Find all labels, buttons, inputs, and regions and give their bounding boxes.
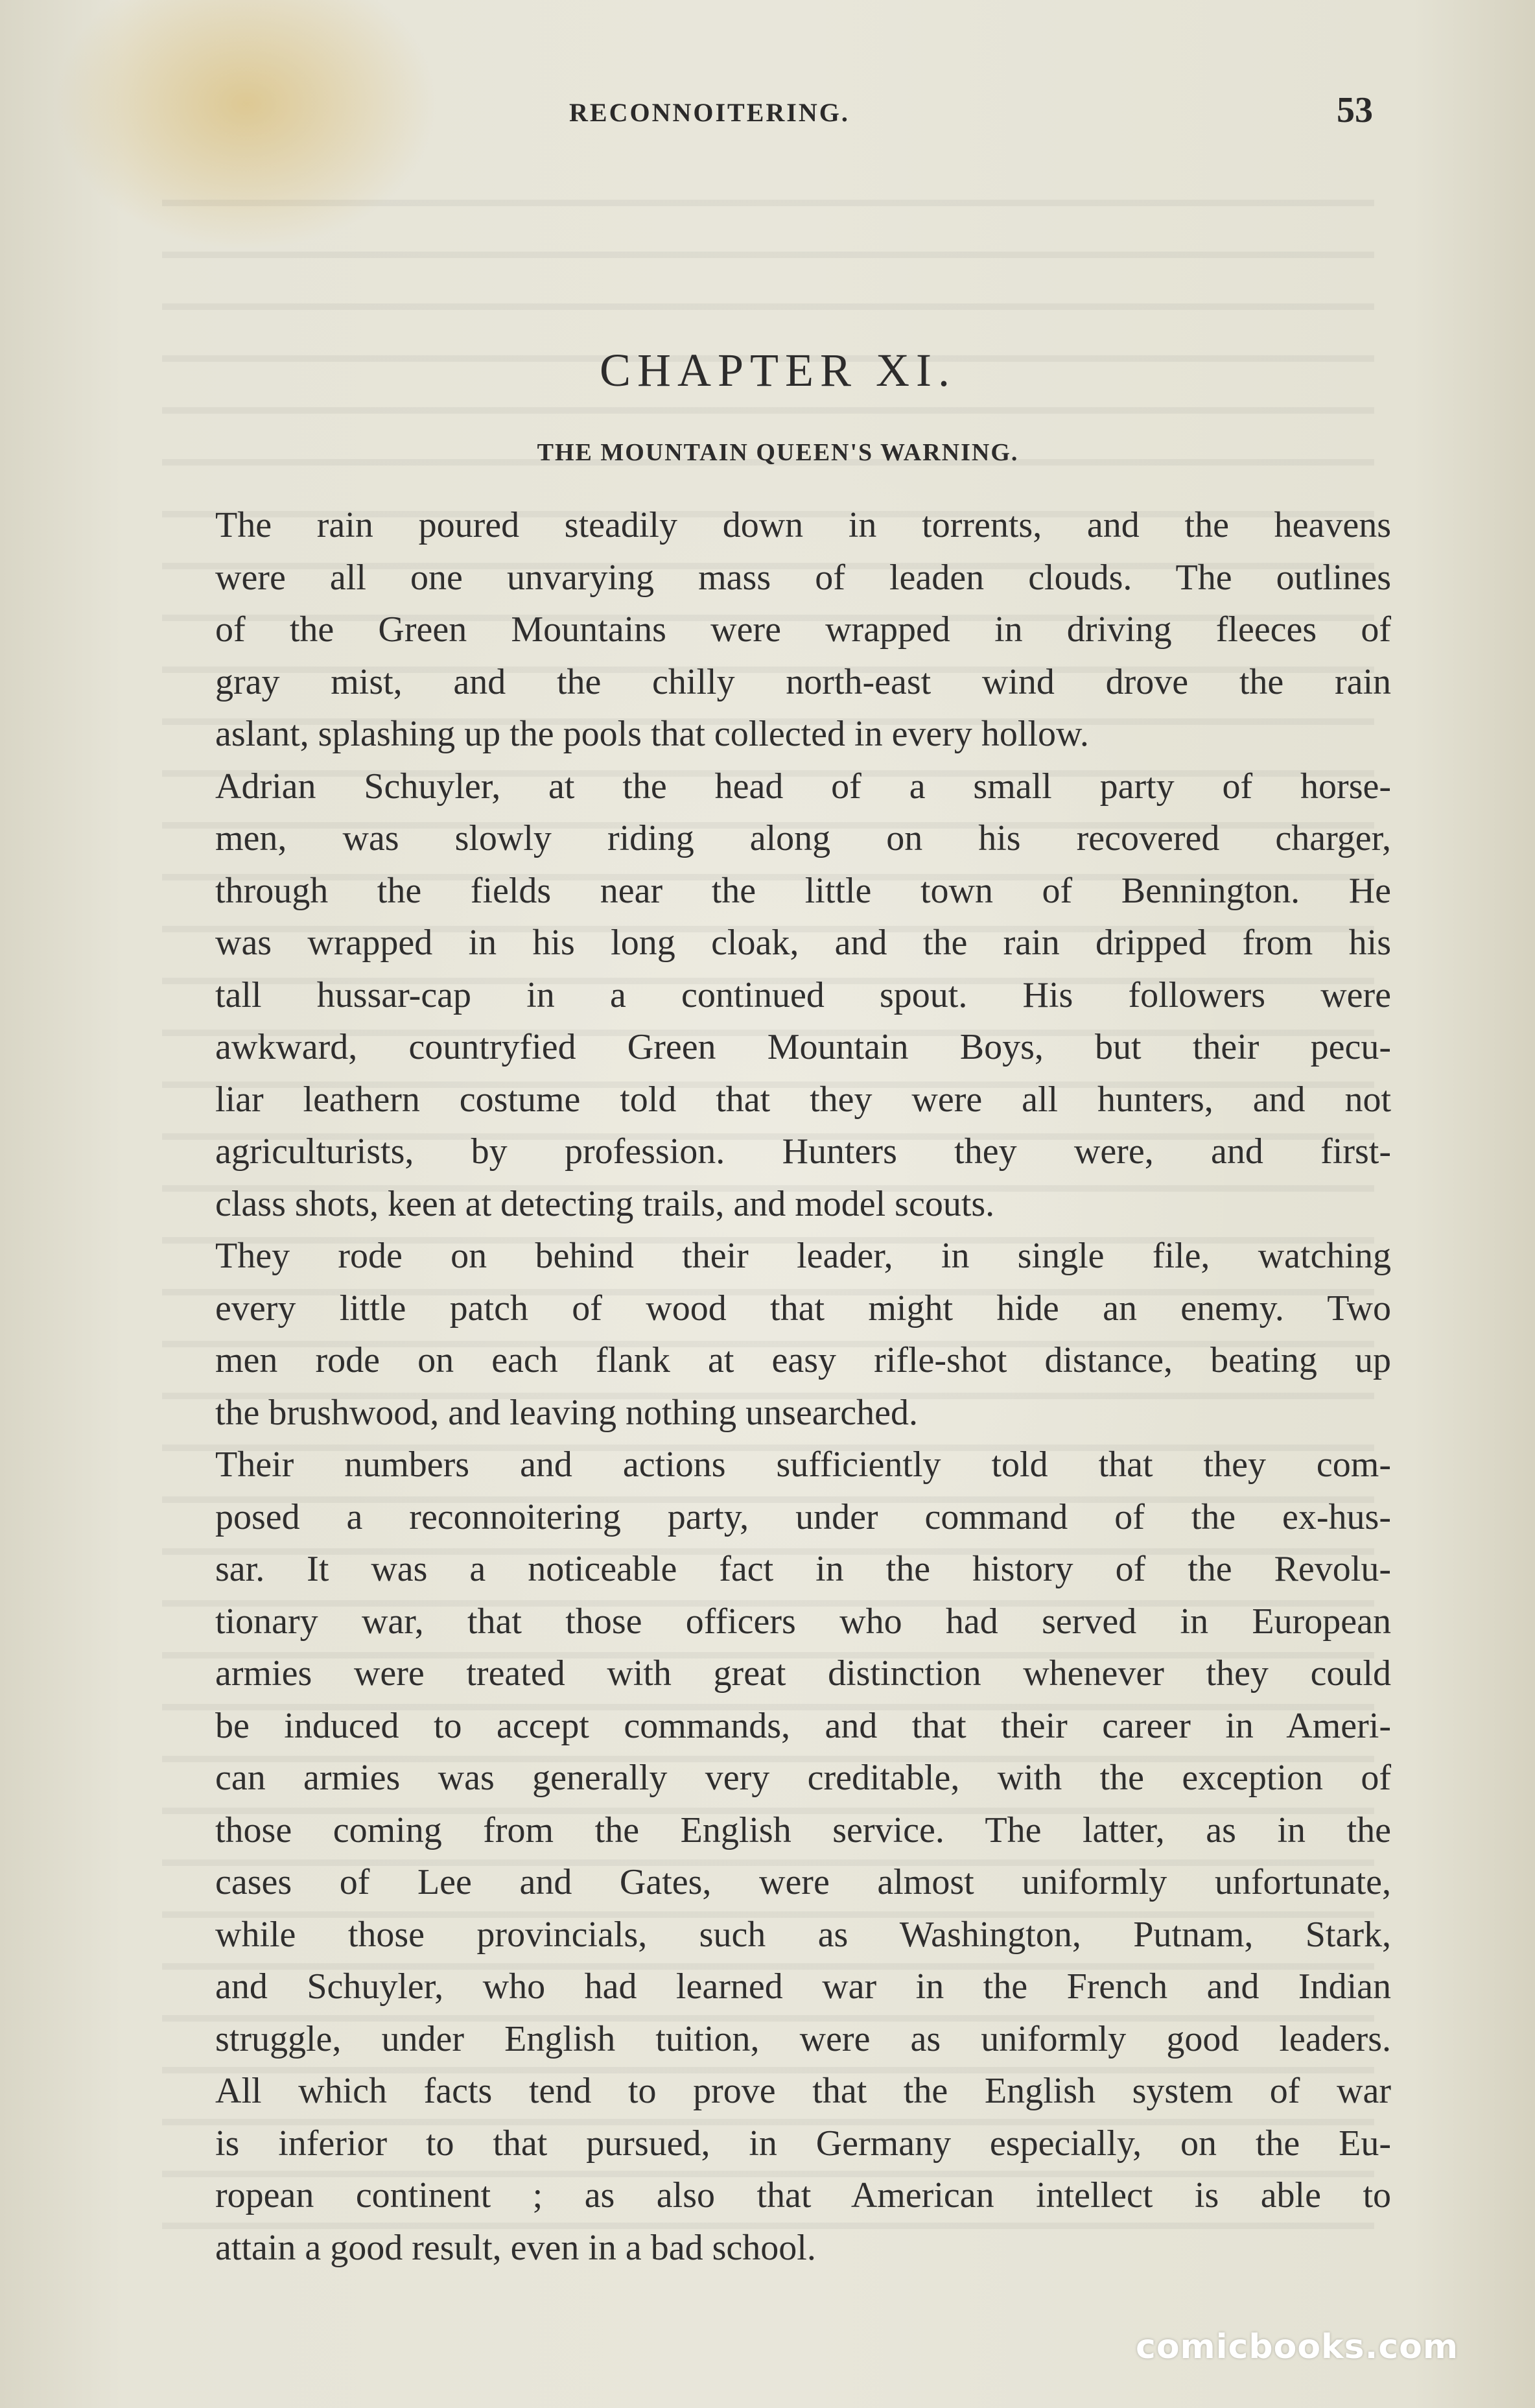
text-line: armies were treated with great distinction whenever they could xyxy=(215,1653,1391,1694)
body-text xyxy=(162,499,1391,2274)
text-line: aslant, splashing up the pools that collected in every hollow. xyxy=(215,714,1089,754)
text-line: be induced to accept commands, and that their career in Ameri- xyxy=(215,1705,1391,1746)
text-line: and Schuyler, who had learned war in the French and Indian xyxy=(215,1966,1391,2007)
page-number: 53 xyxy=(1337,90,1373,130)
text-line: class shots, keen at detecting trails, and model scouts. xyxy=(215,1183,995,1224)
text-line: gray mist, and the chilly north-east wind drove the rain xyxy=(215,661,1391,702)
text-line: can armies was generally very creditable, with the exception of xyxy=(215,1758,1391,1798)
watermark: comicbooks.com xyxy=(1136,2328,1459,2367)
text-line: agriculturists, by profession. Hunters they were, and first- xyxy=(215,1131,1391,1172)
text-line: They rode on behind their leader, in single file, watching xyxy=(215,1236,1391,1276)
text-line: is inferior to that pursued, in Germany especially, on the Eu- xyxy=(215,2123,1391,2164)
text-line: of the Green Mountains were wrapped in driving fleeces of xyxy=(215,609,1391,650)
paragraph-3 xyxy=(162,1230,1391,1439)
text-line: ropean continent ; as also that American intellect is able to xyxy=(215,2175,1391,2215)
text-line: cases of Lee and Gates, were almost uniformly unfortunate, xyxy=(215,1862,1391,1902)
text-line: posed a reconnoitering party, under command of the ex-hus- xyxy=(215,1496,1391,1537)
text-line: every little patch of wood that might hide an enemy. Two xyxy=(215,1288,1391,1328)
paragraph-2 xyxy=(162,761,1391,1231)
text-line: was wrapped in his long cloak, and the rain dripped from his xyxy=(215,923,1391,963)
chapter-title: CHAPTER XI. xyxy=(599,344,956,396)
text-line: liar leathern costume told that they were all hunters, and not xyxy=(215,1079,1391,1120)
text-line: struggle, under English tuition, were as uniformly good leaders. xyxy=(215,2018,1391,2059)
chapter-subtitle: THE MOUNTAIN QUEEN'S WARNING. xyxy=(537,439,1019,466)
text-line: tall hussar-cap in a continued spout. His followers were xyxy=(215,974,1391,1015)
running-head: RECONNOITERING. xyxy=(569,98,850,127)
text-line: men rode on each flank at easy rifle-shot distance, beating up xyxy=(215,1340,1391,1380)
text-line: sar. It was a noticeable fact in the history of the Revolu- xyxy=(215,1549,1391,1589)
text-line: Their numbers and actions sufficiently told that they com- xyxy=(215,1445,1391,1485)
text-line: were all one unvarying mass of leaden clouds. The outlines xyxy=(215,557,1391,598)
text-line: attain a good result, even in a bad school. xyxy=(215,2227,816,2268)
text-line: the brushwood, and leaving nothing unsearched. xyxy=(215,1392,918,1433)
paragraph-1 xyxy=(162,499,1391,761)
text-line: The rain poured steadily down in torrents, and the heavens xyxy=(215,505,1391,545)
text-line: tionary war, that those officers who had served in European xyxy=(215,1601,1391,1642)
text-line: while those provincials, such as Washington, Putnam, Stark, xyxy=(215,1914,1391,1955)
text-line: men, was slowly riding along on his recovered charger, xyxy=(215,818,1391,858)
text-line: awkward, countryfied Green Mountain Boys, but their pecu- xyxy=(215,1027,1391,1067)
text-line: Adrian Schuyler, at the head of a small party of horse- xyxy=(215,766,1391,807)
text-line: All which facts tend to prove that the English system of war xyxy=(215,2071,1391,2111)
text-line: through the fields near the little town of Bennington. He xyxy=(215,870,1391,911)
text-line: those coming from the English service. The latter, as in the xyxy=(215,1810,1391,1850)
paragraph-4 xyxy=(162,1439,1391,2274)
